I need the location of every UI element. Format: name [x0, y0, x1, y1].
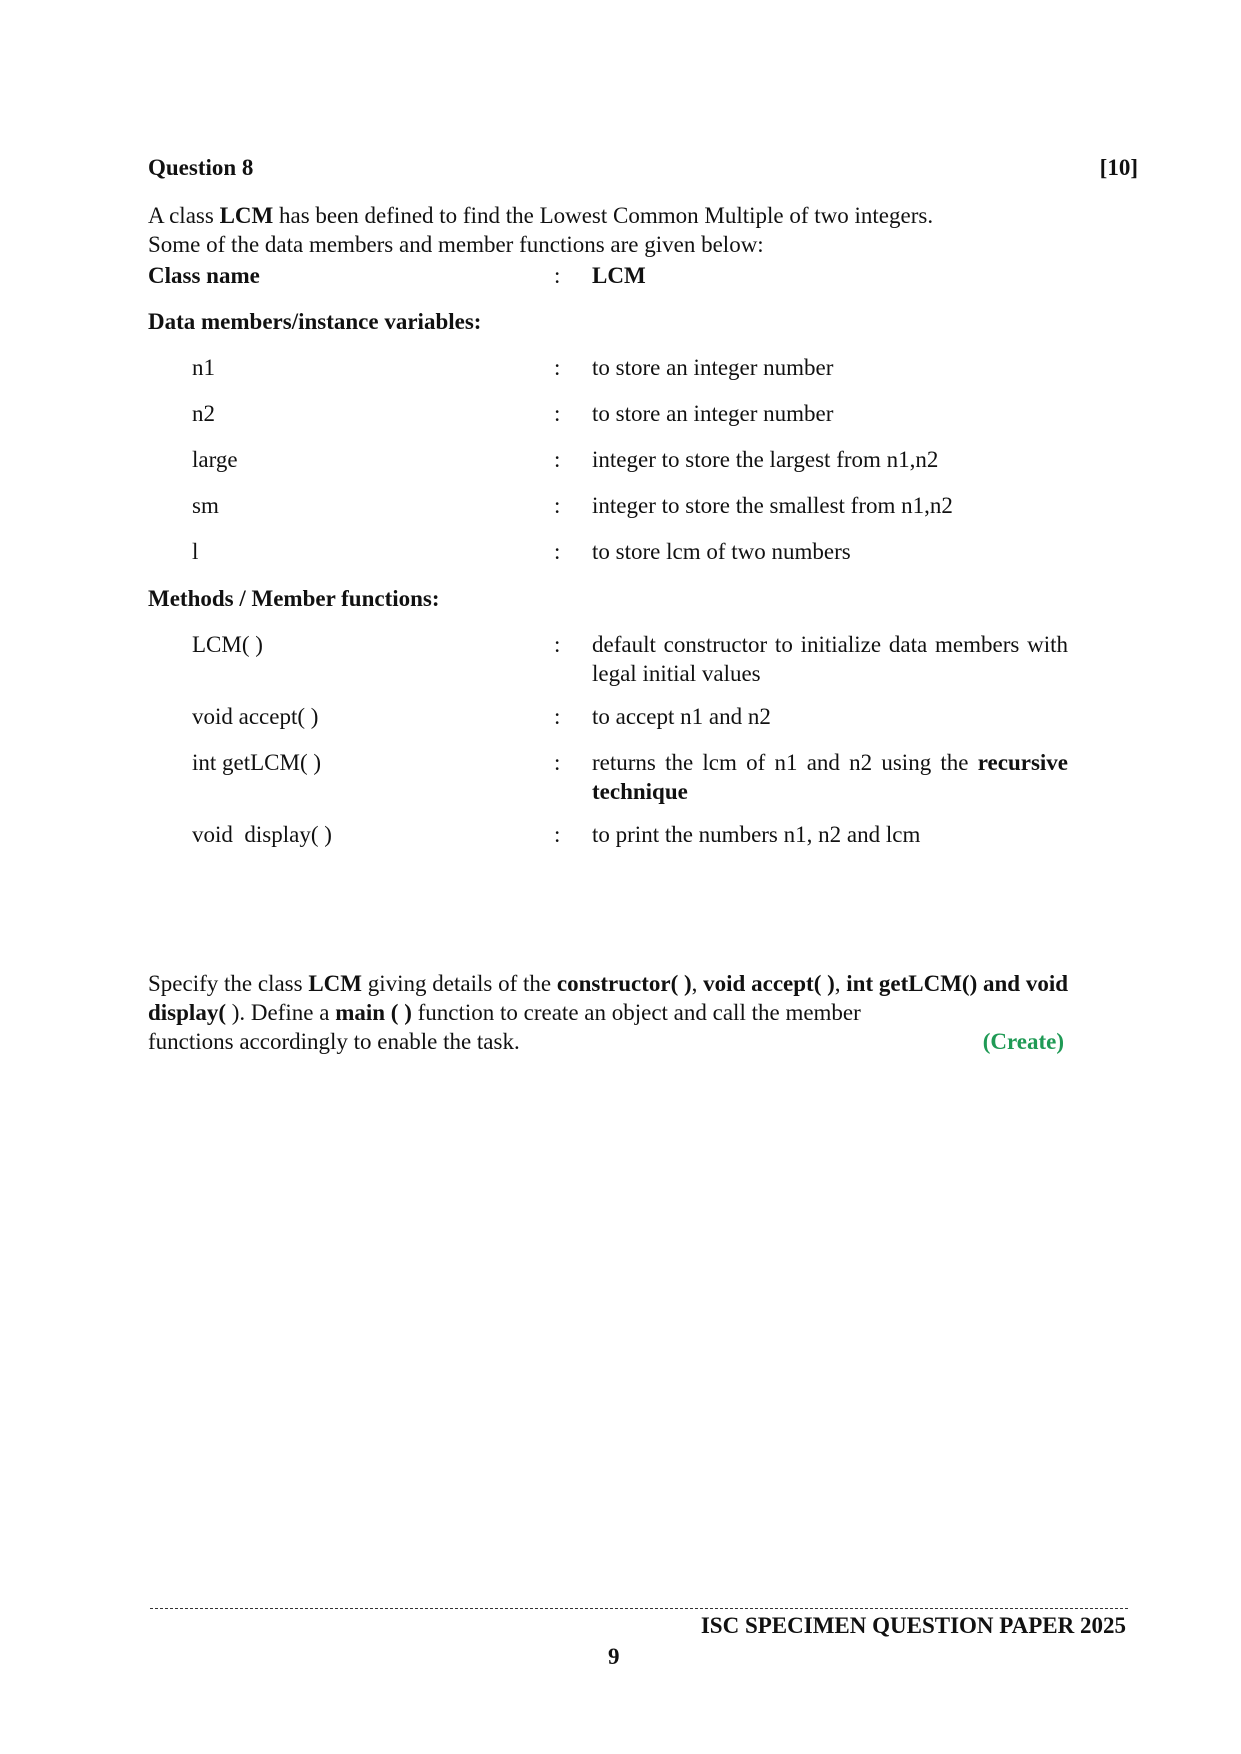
method-desc-bold: recursive technique: [592, 750, 1068, 804]
question-intro: [148, 201, 988, 259]
member-name: sm: [192, 493, 219, 518]
spec-text: ,: [834, 971, 847, 996]
member-desc: to store an integer number: [592, 401, 834, 426]
method-name: void accept( ): [192, 704, 319, 729]
colon: :: [554, 539, 561, 564]
spec-bold: and void display(: [148, 971, 1069, 1025]
spec-bold: main ( ): [335, 1000, 412, 1025]
spec-text: function to create an object and call the member: [411, 1000, 861, 1025]
intro-text-a: A class: [148, 203, 220, 228]
class-name-value: LCM: [592, 263, 646, 288]
method-desc: to accept n1 and n2: [592, 704, 771, 729]
question-page: [148, 0, 1138, 1754]
member-desc: integer to store the smallest from n1,n2: [592, 493, 953, 518]
method-desc: to print the numbers n1, n2 and lcm: [592, 822, 921, 847]
colon: :: [554, 704, 561, 729]
intro-line-2: Some of the data members and member functions are given below:: [148, 232, 764, 257]
colon: :: [554, 401, 561, 426]
method-desc-text: returns the lcm of n1 and n2 using the: [592, 750, 969, 775]
member-name: n1: [192, 355, 215, 380]
spec-bold: LCM: [308, 971, 363, 996]
question-header: [148, 153, 1138, 182]
colon: :: [554, 447, 561, 472]
member-name: large: [192, 447, 238, 472]
method-name: LCM( ): [192, 632, 263, 657]
spec-bold: void accept( ): [703, 971, 835, 996]
footer-title: ISC SPECIMEN QUESTION PAPER 2025: [700, 1613, 1126, 1638]
colon: :: [554, 263, 561, 288]
data-members-heading: Data members/instance variables:: [148, 309, 482, 334]
intro-paragraph: [148, 201, 988, 230]
spec-bold: constructor( ): [556, 971, 692, 996]
method-name: void display( ): [192, 822, 332, 847]
member-desc: to store lcm of two numbers: [592, 539, 851, 564]
colon: :: [554, 632, 561, 657]
class-name-label: Class name: [148, 263, 260, 288]
spec-main-lines: [148, 969, 1068, 1027]
specification-paragraph: [148, 969, 1068, 1056]
spec-text: ,: [691, 971, 704, 996]
method-name: int getLCM( ): [192, 750, 322, 775]
spec-text: functions accordingly to enable the task.: [148, 1029, 520, 1054]
spec-last-line: [148, 1027, 1068, 1056]
methods-heading: Methods / Member functions:: [148, 586, 440, 611]
spec-bold: int getLCM(): [846, 971, 978, 996]
colon: :: [554, 750, 561, 775]
colon: :: [554, 355, 561, 380]
intro-text-b: has been defined to find the Lowest Common Multiple of two integers.: [273, 203, 934, 228]
member-name: l: [192, 539, 199, 564]
create-tag: (Create): [982, 1029, 1064, 1054]
intro-class-name: LCM: [219, 203, 274, 228]
spec-text: ). Define a: [231, 1000, 336, 1025]
member-desc: integer to store the largest from n1,n2: [592, 447, 939, 472]
method-desc: [592, 748, 1068, 806]
page-number: 9: [608, 1644, 620, 1669]
colon: :: [554, 822, 561, 847]
question-marks: [10]: [1099, 155, 1138, 180]
colon: :: [554, 493, 561, 518]
question-title: Question 8: [148, 155, 254, 180]
spec-text: Specify the class: [148, 971, 309, 996]
member-name: n2: [192, 401, 215, 426]
spec-text: giving details of the: [362, 971, 557, 996]
member-desc: to store an integer number: [592, 355, 834, 380]
footer-divider: [150, 1608, 1128, 1609]
method-desc: default constructor to initialize data members with legal initial values: [592, 632, 1068, 686]
